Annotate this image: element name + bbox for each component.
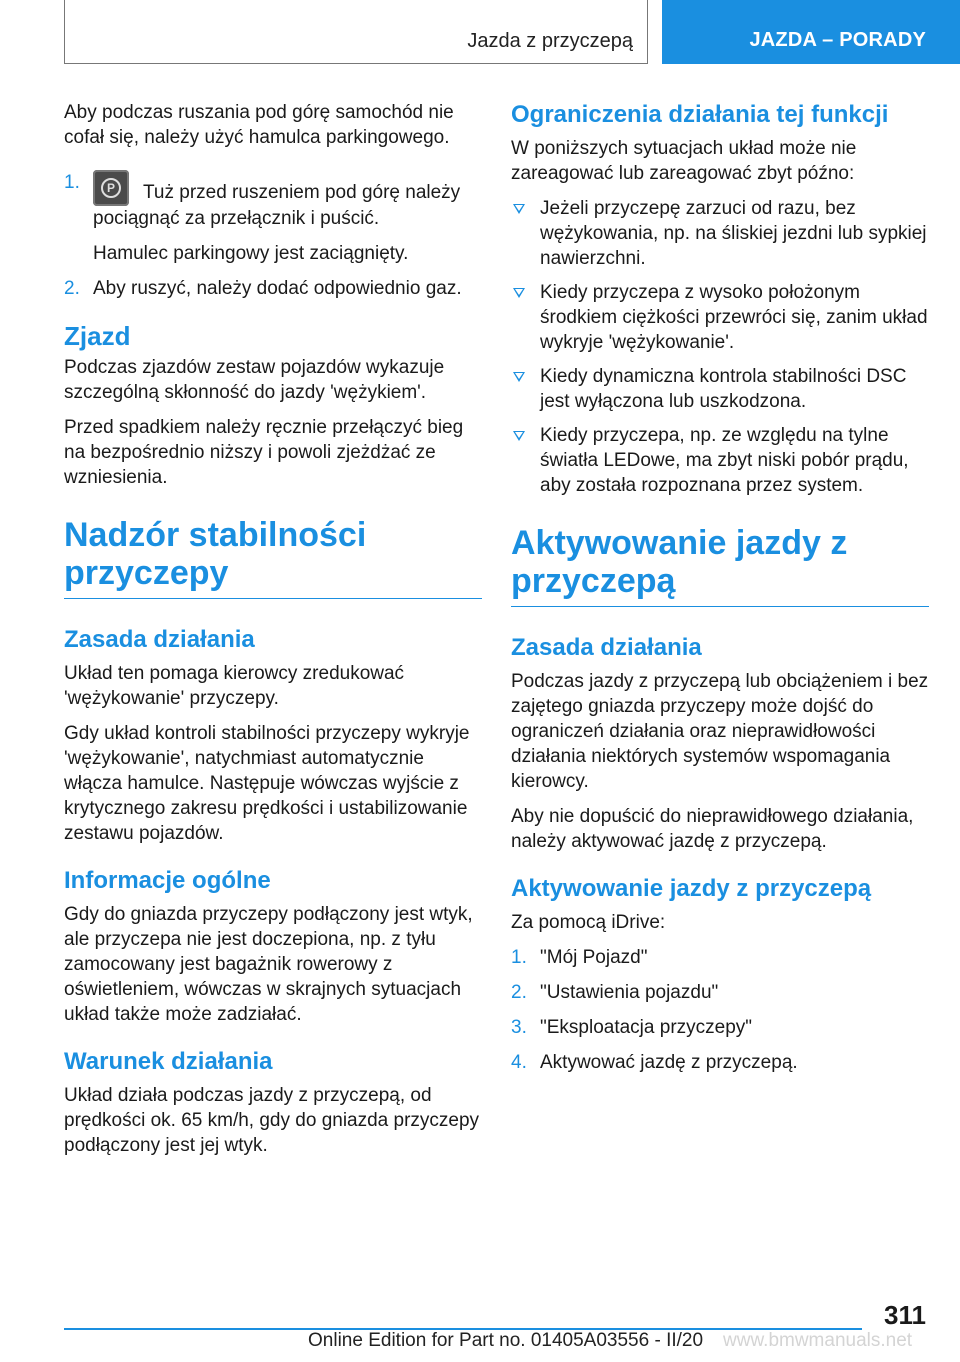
list-item: Kiedy przyczepa, np. ze względu na tylne światła LEDowe, ma zbyt niski pobór prądu, aby została rozpoznana przez system. bbox=[511, 423, 929, 498]
zjazd-paragraph-2: Przed spadkiem należy ręcznie przełączyć bieg na bezpośrednio niższy i powoli zjeżdżać ze wzniesienia. bbox=[64, 417, 464, 488]
limits-list bbox=[511, 196, 929, 498]
watermark-text: www.bmwmanuals.net bbox=[723, 1330, 913, 1351]
right-column bbox=[511, 100, 929, 1085]
list-item: 1. "Mój Pojazd" bbox=[511, 947, 648, 968]
step-number: 1. bbox=[64, 172, 80, 193]
step-result: Hamulec parkingowy jest zaciągnięty. bbox=[93, 243, 409, 264]
list-item: 4. Aktywować jazdę z przyczepą. bbox=[511, 1052, 798, 1073]
intro-paragraph: Aby podczas ruszania pod górę samochód nie cofał się, należy użyć hamulca parkingowego. bbox=[64, 102, 454, 148]
activation-paragraph-2: Aby nie dopuścić do nieprawidłowego działania, należy aktywować jazdę z przyczepą. bbox=[511, 806, 914, 852]
step-number: 2. bbox=[64, 278, 80, 299]
start-steps-list bbox=[64, 170, 482, 301]
activate-steps-list bbox=[511, 945, 929, 1075]
zasada-paragraph-2: Gdy układ kontroli stabilności przyczepy wykryje 'wężykowanie', natychmiast automatycznie włącza hamulce. Następuje wówczas wyjście z krytycznego zakresu prędkości i ustabilizowanie zestawu pojazdów. bbox=[64, 723, 470, 844]
limits-intro: W poniższych sytuacjach układ może nie zareagować lub zareagować zbyt późno: bbox=[511, 138, 857, 184]
list-item: 2. "Ustawienia pojazdu" bbox=[511, 982, 719, 1003]
list-item: Jeżeli przyczepę zarzuci od razu, bez wężykowania, np. na śliskiej jezdni lub sypkiej nawierzchni. bbox=[511, 196, 929, 271]
edition-text: Online Edition for Part no. 01405A03556 - II/20 bbox=[308, 1330, 704, 1351]
chapter-heading-stability: Nadzór stabilności przyczepy bbox=[64, 516, 482, 599]
section-heading-zjazd: Zjazd bbox=[64, 321, 131, 351]
list-item: Kiedy przyczepa z wysoko położonym środkiem ciężkości przewróci się, zanim układ wykryje 'wężykowanie'. bbox=[511, 280, 929, 355]
section-heading-limits: Ograniczenia działania tej funkcji bbox=[511, 101, 889, 128]
parking-brake-icon: P bbox=[93, 170, 129, 206]
section-heading-zasada-right: Zasada działania bbox=[511, 634, 702, 661]
page-number: 311 bbox=[884, 1300, 926, 1330]
bullet-triangle-icon bbox=[513, 288, 525, 298]
warunek-paragraph: Układ działa podczas jazdy z przyczepą, od prędkości ok. 65 km/h, gdy do gniazda przyczepy podłączony jest jej wtyk. bbox=[64, 1085, 480, 1156]
header-chapter-tab bbox=[662, 0, 960, 64]
list-item: Kiedy dynamiczna kontrola stabilności DSC jest wyłączona lub uszkodzona. bbox=[511, 364, 929, 414]
activate-intro: Za pomocą iDrive: bbox=[511, 912, 666, 933]
info-paragraph: Gdy do gniazda przyczepy podłączony jest wtyk, ale przyczepa nie jest doczepiona, np. z tyłu zamocowany jest bagażnik rowerowy z oświetleniem, wówczas w skrajnych sytuacjach układ także może zadziałać. bbox=[64, 904, 473, 1025]
left-column bbox=[64, 100, 482, 1168]
footer-edition bbox=[308, 1330, 912, 1352]
section-heading-info: Informacje ogólne bbox=[64, 867, 271, 894]
list-item bbox=[64, 170, 482, 266]
section-heading-zasada: Zasada działania bbox=[64, 626, 255, 653]
section-heading-activate: Aktywowanie jazdy z przyczepą bbox=[511, 875, 872, 902]
bullet-triangle-icon bbox=[513, 431, 525, 441]
bullet-triangle-icon bbox=[513, 372, 525, 382]
zasada-paragraph-1: Układ ten pomaga kierowcy zredukować 'wężykowanie' przyczepy. bbox=[64, 663, 405, 709]
header-section-box bbox=[64, 0, 648, 64]
step-text: Tuż przed ruszeniem pod górę należy pociągnąć za przełącznik i puścić. bbox=[93, 182, 461, 229]
list-item bbox=[64, 276, 482, 301]
header-chapter-title: JAZDA – PORADY bbox=[749, 29, 926, 51]
chapter-heading-activation: Aktywowanie jazdy z przyczepą bbox=[511, 524, 929, 607]
zjazd-paragraph-1: Podczas zjazdów zestaw pojazdów wykazuje szczególną skłonność do jazdy 'wężykiem'. bbox=[64, 357, 445, 403]
step-text: Aby ruszyć, należy dodać odpowiednio gaz. bbox=[93, 278, 462, 299]
bullet-triangle-icon bbox=[513, 204, 525, 214]
activation-paragraph-1: Podczas jazdy z przyczepą lub obciążeniem i bez zajętego gniazda przyczepy może dojść do ograniczeń działania oraz nieprawidłowości działania niektórych systemów wspomagania kierowcy. bbox=[511, 671, 929, 792]
header-section-title: Jazda z przyczepą bbox=[467, 30, 633, 52]
section-heading-warunek: Warunek działania bbox=[64, 1048, 273, 1075]
list-item: 3. "Eksploatacja przyczepy" bbox=[511, 1017, 753, 1038]
